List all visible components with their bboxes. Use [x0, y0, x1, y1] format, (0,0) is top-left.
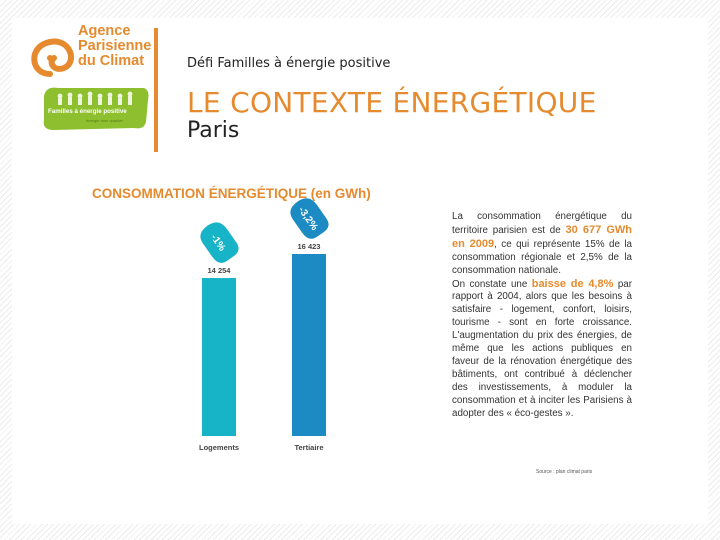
- page-subtitle: Défi Familles à énergie positive: [187, 56, 391, 71]
- desc-p1-before: La consommation énergétique du territoire parisien est de: [452, 211, 632, 236]
- desc-p1-after: , ce qui représente 15% de la consommation régionale et 2,5% de la consommation nationale.: [452, 238, 632, 276]
- category-label: Tertiaire: [294, 443, 324, 452]
- desc-p1-highlight: 30 677 GWh en 2009: [452, 223, 633, 250]
- trend-down-drop-icon: [286, 194, 332, 243]
- page-city: Paris: [187, 118, 240, 143]
- bar-value-label: 16 423: [297, 242, 321, 251]
- page-title: LE CONTEXTE ÉNERGÉTIQUE: [187, 86, 597, 119]
- chart-title: CONSOMMATION ÉNERGÉTIQUE (en GWh): [92, 186, 371, 201]
- desc-p2-before: On constate une: [452, 278, 532, 290]
- logo-line: Agence: [78, 23, 131, 39]
- slide: [12, 18, 708, 524]
- change-label: -3,2%: [295, 205, 320, 233]
- bar-logements: [202, 278, 236, 436]
- badge-label: Familles à énergie positive: [48, 108, 127, 115]
- logo-line: du Climat: [78, 53, 145, 69]
- badge-sub: énergie mon quartier: [86, 118, 123, 123]
- bar-value-label: 14 254: [207, 266, 231, 276]
- description-text: [452, 211, 632, 421]
- category-label: Logements: [198, 443, 240, 452]
- source-note: Source : plan climat paris: [536, 469, 593, 475]
- logo-line: Parisienne: [78, 38, 152, 54]
- desc-p2-after: par rapport à 2004, alors que les besoins à satisfaire - logement, confort, loisirs, tourisme - sont en forte croissance. L'augmentation du prix des énergies, de même que les actions publiques en faveur de la rénovation énergétique des bâtiments, ont contribué à déclencher des investissements, à moduler la consommation et à inciter les Parisiens à adopter des « éco-gestes ».: [452, 278, 632, 419]
- change-label: -1%: [208, 232, 228, 254]
- bar-tertiaire: [292, 254, 326, 436]
- desc-p2-highlight: baisse de 4,8%: [531, 277, 614, 290]
- trend-down-drop-icon: [196, 218, 242, 267]
